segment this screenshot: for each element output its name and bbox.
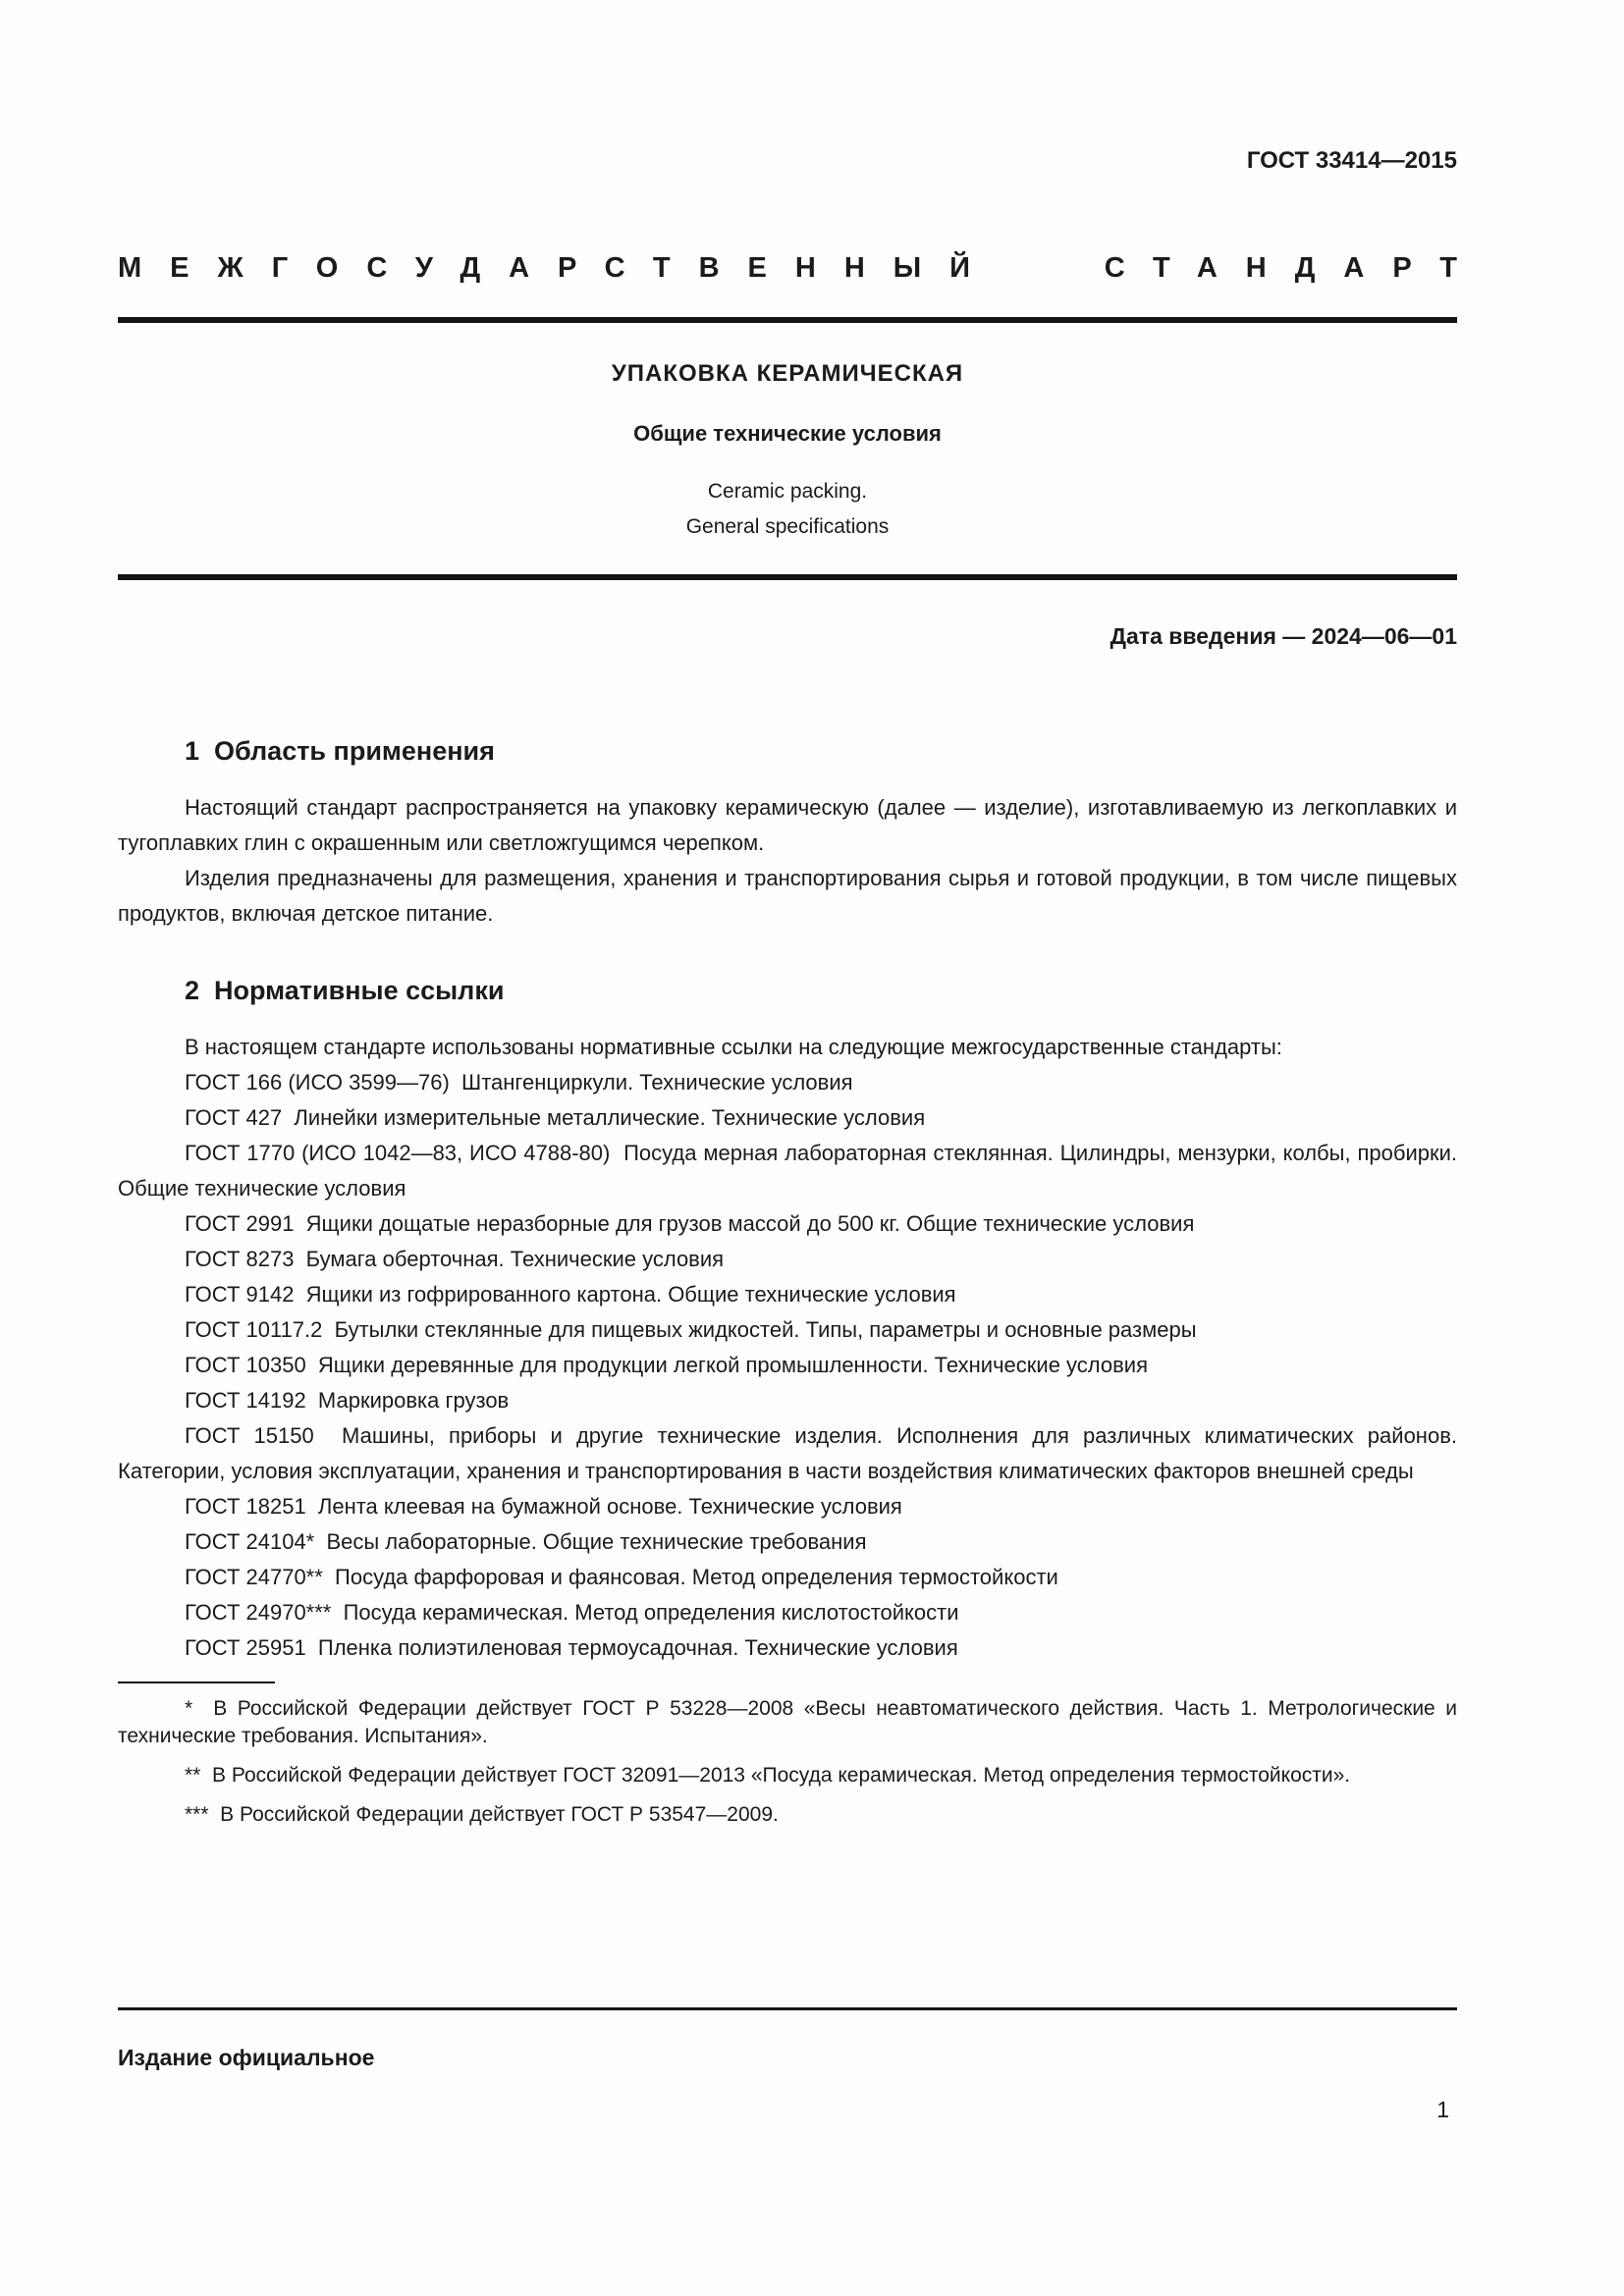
paragraph: Настоящий стандарт распространяется на упаковку керамическую (далее — изделие), изготавливаемую из легкоплавких и тугоплавких глин с окрашенным или светложгущимся черепком. [118,795,1457,855]
section-1-paragraphs [118,790,1457,932]
reference-item: ГОСТ 10350 Ящики деревянные для продукции легкой промышленности. Технические условия [185,1353,1148,1377]
reference-item: ГОСТ 166 (ИСО 3599—76) Штангенциркули. Технические условия [185,1070,853,1095]
doc-code: ГОСТ 33414—2015 [1246,147,1457,174]
standard-type-line [118,251,1486,285]
reference-item: ГОСТ 9142 Ящики из гофрированного картона. Общие технические условия [185,1282,956,1307]
footnote-item: * В Российской Федерации действует ГОСТ Р 53228—2008 «Весы неавтоматического действия. Часть 1. Метрологические и технические требования. Испытания». [118,1697,1457,1747]
reference-item: ГОСТ 15150 Машины, приборы и другие технические изделия. Исполнения для различных климатических районов. Категории, условия эксплуатации, хранения и транспортирования в части воздействия климатических факторов внешней среды [118,1423,1457,1483]
standard-type-word-1: МЕЖГОСУДАРСТВЕННЫЙ [118,252,1000,284]
page-number: 1 [1436,2097,1449,2122]
reference-item: ГОСТ 8273 Бумага оберточная. Технические условия [185,1247,725,1271]
title-sub: Общие технические условия [633,421,942,446]
reference-item: ГОСТ 14192 Маркировка грузов [185,1388,510,1413]
reference-item: ГОСТ 2991 Ящики дощатые неразборные для грузов массой до 500 кг. Общие технические условия [185,1211,1195,1236]
footer-divider [118,2007,1457,2010]
standard-type-word-2: СТАНДАРТ [1104,252,1486,284]
reference-item: ГОСТ 18251 Лента клеевая на бумажной основе. Технические условия [185,1494,902,1519]
title-block [118,360,1457,545]
footnote-item: ** В Российской Федерации действует ГОСТ 32091—2013 «Посуда керамическая. Метод определения термостойкости». [185,1764,1351,1787]
edition-note: Издание официальное [118,2045,375,2070]
section-2-heading: 2 Нормативные ссылки [185,976,505,1005]
section-1-heading: 1 Область применения [185,736,495,766]
footnotes [118,1695,1457,1829]
divider-thick-top [118,317,1457,323]
title-en-line1: Ceramic packing. [707,480,868,503]
title-en-line2: General specifications [685,515,890,538]
reference-item: ГОСТ 24970*** Посуда керамическая. Метод определения кислотостойкости [185,1600,959,1625]
divider-thick-bottom [118,574,1457,580]
introduction-date: Дата введения — 2024—06—01 [1110,623,1457,649]
reference-item: ГОСТ 427 Линейки измерительные металлические. Технические условия [185,1105,926,1130]
paragraph: Изделия предназначены для размещения, хранения и транспортирования сырья и готовой продукции, в том числе пищевых продуктов, включая детское питание. [118,866,1457,926]
reference-item: ГОСТ 1770 (ИСО 1042—83, ИСО 4788-80) Посуда мерная лабораторная стеклянная. Цилиндры, мензурки, колбы, пробирки. Общие технические условия [118,1141,1457,1201]
reference-item: ГОСТ 24104* Весы лабораторные. Общие технические требования [185,1529,867,1554]
footnote-separator [118,1682,275,1683]
title-main: УПАКОВКА КЕРАМИЧЕСКАЯ [611,360,964,387]
footnote-item: *** В Российской Федерации действует ГОСТ Р 53547—2009. [185,1803,779,1826]
references-list [118,1065,1457,1666]
reference-item: ГОСТ 24770** Посуда фарфоровая и фаянсовая. Метод определения термостойкости [185,1565,1058,1589]
reference-item: ГОСТ 10117.2 Бутылки стеклянные для пищевых жидкостей. Типы, параметры и основные размеры [185,1317,1197,1342]
reference-item: ГОСТ 25951 Пленка полиэтиленовая термоусадочная. Технические условия [185,1635,958,1660]
section-2-intro: В настоящем стандарте использованы нормативные ссылки на следующие межгосударственные стандарты: [185,1035,1282,1059]
